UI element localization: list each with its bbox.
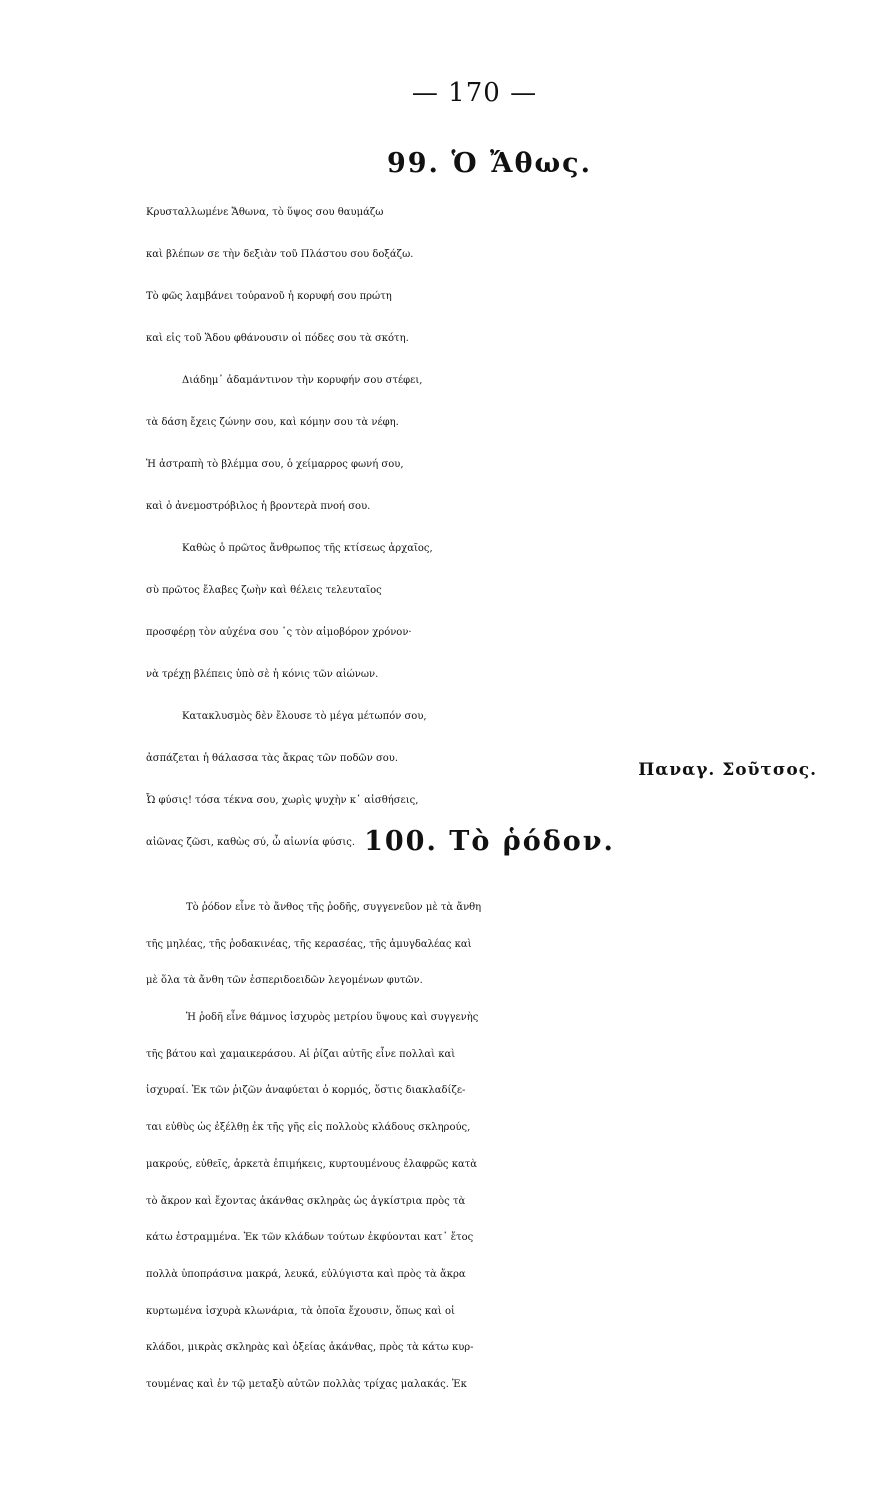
poem-line: καὶ ὁ ἀνεμοστρόβιλος ἡ βροντερὰ πνοή σου.	[146, 501, 371, 512]
poem-line: Κατακλυσμὸς δὲν ἔλουσε τὸ μέγα μέτωπόν σου,	[182, 711, 427, 722]
poem-author: Παναγ. Σοῦτσος.	[638, 760, 817, 780]
prose-line: τουμένας καὶ ἐν τῷ μεταξὺ αὐτῶν πολλὰς τρίχας μαλακάς. Ἐκ	[146, 1378, 467, 1390]
poem-line: Ἡ ἀστραπὴ τὸ βλέμμα σου, ὁ χείμαρρος φωνή σου,	[146, 459, 404, 470]
prose-line: Ἡ ῥοδῆ εἶνε θάμνος ἰσχυρὸς μετρίου ὕψους καὶ συγγενὴς	[186, 1012, 479, 1024]
prose-line: Τὸ ῥόδον εἶνε τὸ ἄνθος τῆς ῥοδῆς, συγγενεῦον μὲ τὰ ἄνθη	[186, 902, 482, 913]
poem-line: ἀσπάζεται ἡ θάλασσα τὰς ἄκρας τῶν ποδῶν σου.	[146, 753, 399, 764]
poem-line: Ὦ φύσις! τόσα τέκνα σου, χωρὶς ψυχὴν κ᾿ αἰσθήσεις,	[146, 795, 419, 806]
prose-title: 100. Τὸ ῥόδον.	[364, 826, 615, 857]
poem-line: προσφέρῃ τὸν αὐχένα σου ᾽ς τὸν αἱμοβόρον χρόνον·	[146, 627, 412, 638]
prose-line: μακρούς, εὐθεῖς, ἀρκετὰ ἐπιμήκεις, κυρτουμένους ἐλαφρῶς κατὰ	[146, 1158, 478, 1170]
poem-line: Κρυσταλλωμένε Ἄθωνα, τὸ ὕψος σου θαυμάζω	[146, 207, 384, 218]
poem-line: καὶ βλέπων σε τὴν δεξιὰν τοῦ Πλάστου σου δοξάζω.	[146, 249, 414, 260]
page-number: — 170 —	[411, 78, 538, 108]
poem-line: Τὸ φῶς λαμβάνει τοὐρανοῦ ἡ κορυφή σου πρώτη	[146, 291, 392, 302]
prose-line: κυρτωμένα ἰσχυρὰ κλωνάρια, τὰ ὁποῖα ἔχουσιν, ὅπως καὶ οἱ	[146, 1305, 455, 1317]
prose-line: ἰσχυραί. Ἐκ τῶν ῥιζῶν ἀναφύεται ὁ κορμός, ὅστις διακλαδίζε-	[146, 1085, 466, 1097]
prose-line: κάτω ἐστραμμένα. Ἐκ τῶν κλάδων τούτων ἐκφύονται κατ᾿ ἔτος	[146, 1232, 474, 1244]
prose-line: πολλὰ ὑποπράσινα μακρά, λευκά, εὐλύγιστα καὶ πρὸς τὰ ἄκρα	[146, 1268, 466, 1280]
prose-line: κλάδοι, μικρὰς σκληρὰς καὶ ὀξείας ἀκάνθας, πρὸς τὰ κάτω κυρ-	[146, 1342, 474, 1354]
prose-line: τὸ ἄκρον καὶ ἔχοντας ἀκάνθας σκληρὰς ὡς ἀγκίστρια πρὸς τὰ	[146, 1195, 466, 1207]
poem-line: Καθὼς ὁ πρῶτος ἄνθρωπος τῆς κτίσεως ἀρχαῖος,	[182, 543, 433, 554]
poem-title: 99. Ὁ Ἄθως.	[386, 148, 592, 179]
prose-body	[146, 890, 866, 1404]
prose-line: μὲ ὅλα τὰ ἄνθη τῶν ἑσπεριδοειδῶν λεγομένων φυτῶν.	[146, 975, 423, 987]
poem-line: Διάδημ᾿ ἀδαμάντινον τὴν κορυφήν σου στέφει,	[182, 375, 423, 386]
prose-line: τῆς μηλέας, τῆς ῥοδακινέας, τῆς κερασέας, τῆς ἀμυγδαλέας καὶ	[146, 938, 472, 950]
prose-line: ται εὐθὺς ὡς ἐξέλθῃ ἐκ τῆς γῆς εἰς πολλοὺς κλάδους σκληρούς,	[146, 1122, 471, 1134]
poem-line: τὰ δάση ἔχεις ζώνην σου, καὶ κόμην σου τὰ νέφη.	[146, 417, 399, 428]
poem-line: σὺ πρῶτος ἔλαβες ζωὴν καὶ θέλεις τελευταῖος	[146, 585, 382, 596]
prose-line: τῆς βάτου καὶ χαμαικεράσου. Αἱ ῥίζαι αὐτῆς εἶνε πολλαὶ καὶ	[146, 1048, 456, 1060]
poem-line: νὰ τρέχῃ βλέπεις ὑπὸ σὲ ἡ κόνις τῶν αἰώνων.	[146, 669, 379, 680]
poem-line: αἰῶνας ζῶσι, καθὼς σύ, ὦ αἰωνία φύσις.	[146, 837, 356, 848]
poem-line: καὶ εἰς τοῦ Ἅδου φθάνουσιν οἱ πόδες σου τὰ σκότη.	[146, 333, 409, 344]
